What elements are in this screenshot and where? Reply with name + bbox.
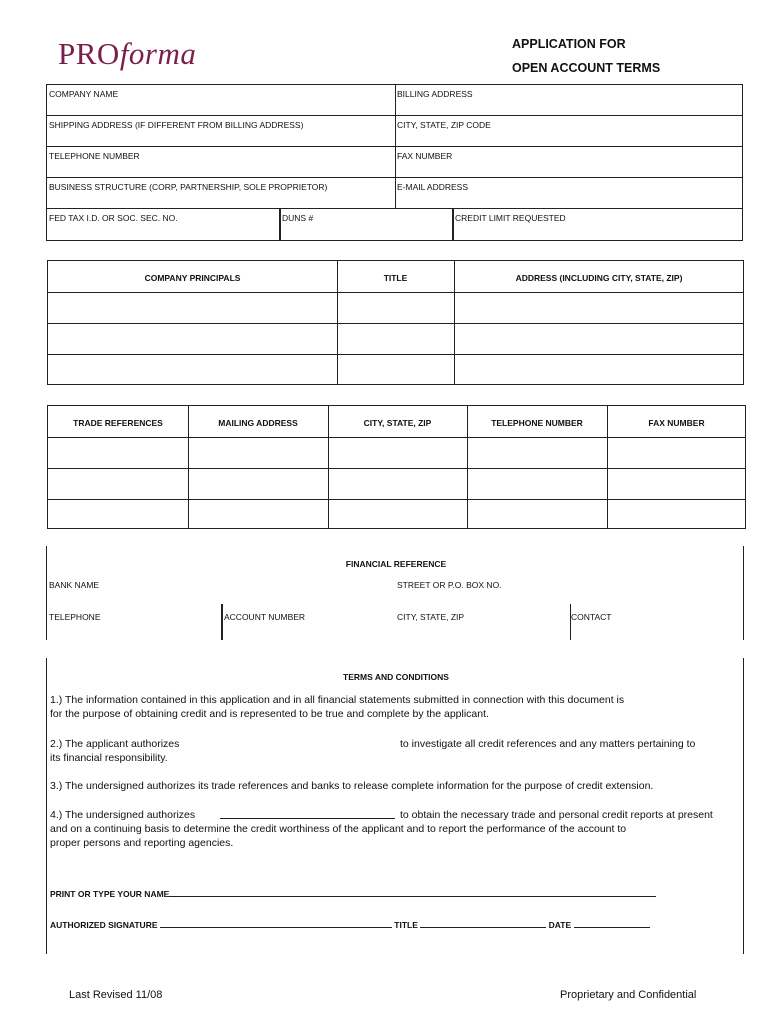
principals-row[interactable] [48,292,744,322]
bank-street-field[interactable]: STREET OR P.O. BOX NO. [397,580,502,590]
terms-p1-line-2: for the purpose of obtaining credit and is represented to be true and complete by the applicant. [50,708,489,720]
terms-paragraph-2 [50,737,730,765]
terms-p4-mid: to obtain the necessary trade and personal credit reports at present [400,809,713,821]
logo-forma: forma [119,36,197,71]
city-state-zip-field[interactable]: CITY, STATE, ZIP CODE [397,120,491,130]
terms-p1-line-1: 1.) The information contained in this application and in all financial statements submitted in connection with this document is [50,694,625,706]
principals-row[interactable] [48,354,744,384]
fax-field[interactable]: FAX NUMBER [397,151,453,161]
financial-reference-heading: FINANCIAL REFERENCE [345,559,447,569]
terms-p4-line-2: and on a continuing basis to determine the credit worthiness of the applicant and to report the performance of the account to [50,823,627,835]
terms-p2-end: to investigate all credit references and any matters pertaining to [400,738,696,750]
terms-p4-line-3: proper persons and reporting agencies. [50,837,234,849]
signature-line [50,917,650,930]
bank-telephone-field[interactable]: TELEPHONE [49,612,101,622]
bank-city-field[interactable]: CITY, STATE, ZIP [397,612,465,622]
telephone-field[interactable]: TELEPHONE NUMBER [49,151,140,161]
logo-pro: PRO [58,36,120,71]
trade-row[interactable] [48,437,745,467]
print-name-line [50,886,656,899]
principals-header-address: ADDRESS (INCLUDING CITY, STATE, ZIP) [515,273,683,283]
trade-header-fax: FAX NUMBER [648,418,705,428]
business-structure-field[interactable]: BUSINESS STRUCTURE (CORP, PARTNERSHIP, SOLE PROPRIETOR) [49,182,328,192]
title-line-1: APPLICATION FOR [512,37,626,51]
terms-heading: TERMS AND CONDITIONS [343,672,449,682]
duns-field[interactable]: DUNS # [282,213,314,223]
signature-title-input[interactable] [420,917,546,928]
signature-date-input[interactable] [574,917,650,928]
trade-row[interactable] [48,499,745,528]
terms-p4-start: 4.) The undersigned authorizes [50,809,196,821]
terms-paragraph-3: 3.) The undersigned authorizes its trade references and banks to release complete information for the purpose of credit extension. [50,780,654,792]
trade-header-telephone: TELEPHONE NUMBER [491,418,583,428]
proforma-logo [58,36,196,72]
principals-row[interactable] [48,323,744,353]
trade-row[interactable] [48,468,745,498]
billing-address-field[interactable]: BILLING ADDRESS [397,89,473,99]
trade-header-mailing: MAILING ADDRESS [218,418,298,428]
trade-header-references: TRADE REFERENCES [73,418,163,428]
bank-contact-field[interactable]: CONTACT [571,612,612,622]
fed-tax-id-field[interactable]: FED TAX I.D. OR SOC. SEC. NO. [49,213,178,223]
trade-header-city: CITY, STATE, ZIP [363,418,432,428]
terms-p2-line-2: its financial responsibility. [50,752,168,764]
bank-name-field[interactable]: BANK NAME [49,580,100,590]
authorized-signature-input[interactable] [160,917,392,928]
principals-header-title: TITLE [383,273,408,283]
email-field[interactable]: E-MAIL ADDRESS [397,182,469,192]
principals-header-name: COMPANY PRINCIPALS [144,273,241,283]
authorized-signature-label: AUTHORIZED SIGNATURE [50,920,158,930]
last-revised: Last Revised 11/08 [69,989,163,1001]
shipping-address-field[interactable]: SHIPPING ADDRESS (IF DIFFERENT FROM BILLING ADDRESS) [49,120,304,130]
print-name-input[interactable] [169,886,656,897]
signature-date-label: DATE [548,920,572,930]
proprietary-notice: Proprietary and Confidential [560,989,697,1001]
terms-paragraph-1 [50,693,624,721]
credit-limit-field[interactable]: CREDIT LIMIT REQUESTED [455,213,566,223]
authorized-party-blank[interactable] [220,808,395,819]
terms-p2-start: 2.) The applicant authorizes [50,738,180,750]
print-name-label: PRINT OR TYPE YOUR NAME [50,889,170,899]
company-name-field[interactable]: COMPANY NAME [49,89,119,99]
terms-paragraph-4 [50,808,740,850]
account-number-field[interactable]: ACCOUNT NUMBER [224,612,306,622]
title-line-2: OPEN ACCOUNT TERMS [512,61,661,75]
signature-title-label: TITLE [394,920,418,930]
